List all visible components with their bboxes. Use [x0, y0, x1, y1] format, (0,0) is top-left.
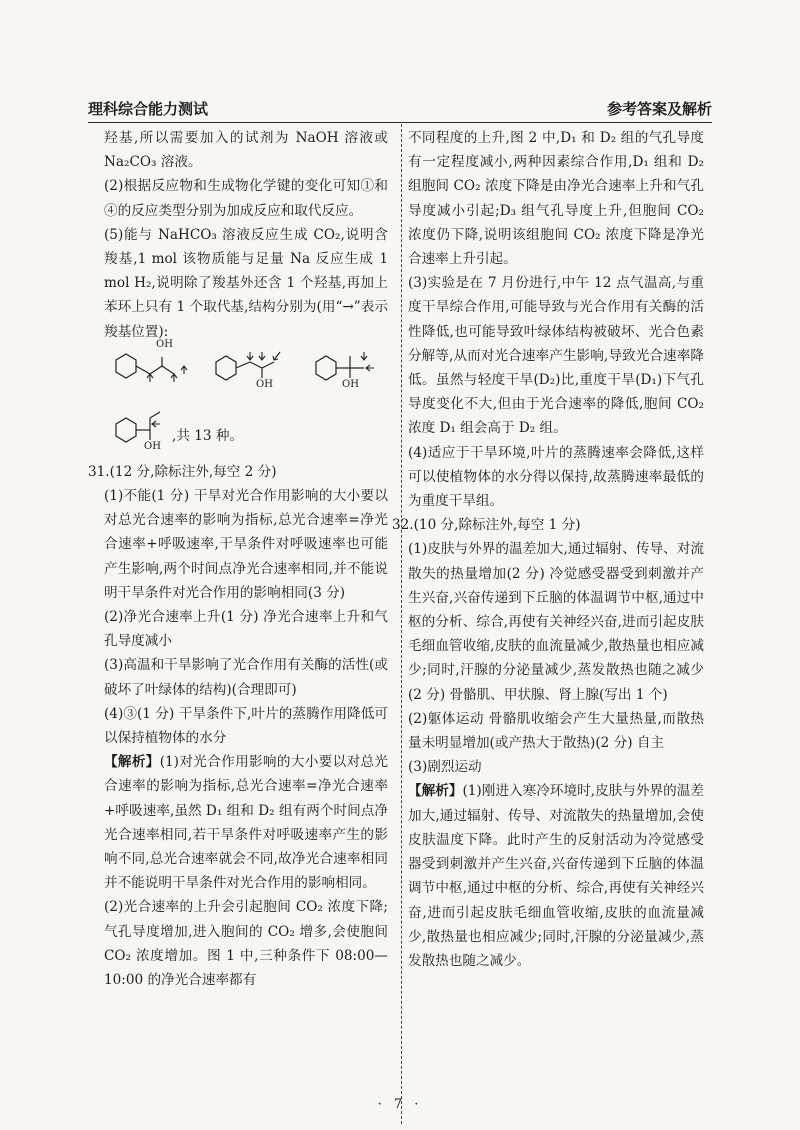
header-title-right: 参考答案及解析 — [606, 100, 712, 118]
oh-label: OH — [156, 338, 173, 350]
structure-1 — [104, 338, 190, 396]
oh-label: OH — [342, 378, 359, 390]
paragraph-reagent: 羟基,所以需要加入的试剂为 NaOH 溶液或 Na₂CO₃ 溶液。 — [104, 130, 388, 171]
oh-label: OH — [144, 440, 161, 452]
oh-label: OH — [256, 378, 273, 390]
paragraph-stomatal: 不同程度的上升,图 2 中,D₁ 和 D₂ 组的气孔导度有一定程度减小,两种因素综合作用,D₁ 组和 D₂ 组胞间 CO₂ 浓度下降是由净光合速率上升和气孔导度减小引起;D₃ 组气孔导度上升,但胞间 CO₂ 浓度仍下降,说明该组胞间 CO₂ 浓度下降是净光合速率上升引起。 — [408, 130, 704, 268]
paragraph-isomers: (5)能与 NaHCO₃ 溶液反应生成 CO₂,说明含羧基,1 mol 该物质能与足量 Na 反应生成 1 mol H₂,说明除了羧基外还含 1 个羟基,再加上苯环上只有 1 个取代基,结构分别为(用“→”表示羧基位置): — [104, 226, 388, 340]
q32-answer-1: (1)皮肤与外界的温差加大,通过辐射、传导、对流散失的热量增加(2 分) 冷觉感受器受到刺激并产生兴奋,兴奋传递到下丘脑的体温调节中枢,通过中枢的分析、综合,再使有关神经兴奋,进而引起皮肤毛细血管收缩,皮肤的血流量减少,散热量也相应减少;同时,汗腺的分泌量减少,蒸发散热也随之减少(2 分) 骨骼肌、甲状腺、肾上腺(写出 1 个) — [408, 541, 704, 703]
q31-answer-3: (3)高温和干旱影响了光合作用有关酶的活性(或破坏了叶绿体的结构)(合理即可) — [104, 657, 388, 698]
q31-answer-2: (2)净光合速率上升(1 分) 净光合速率上升和气孔导度减小 — [104, 609, 388, 650]
header-title-left: 理科综合能力测试 — [88, 100, 209, 118]
q31-answer-1: (1)不能(1 分) 干旱对光合作用影响的大小要以对总光合速率的影响为指标,总光合速率=净光合速率+呼吸速率,干旱条件对呼吸速率也可能产生影响,两个时间点净光合速率相同,并不能说明干旱条件对光合作用的影响相同(3 分) — [104, 488, 388, 601]
q31-answer-4: (4)③(1 分) 干旱条件下,叶片的蒸腾作用降低可以保持植物体的水分 — [104, 705, 388, 747]
analysis-label: 【解析】 — [104, 754, 160, 771]
q32-heading: 32.(10 分,除标注外,每空 1 分) — [392, 517, 581, 534]
left-column — [88, 126, 388, 992]
paragraph-temperature: (3)实验是在 7 月份进行,中午 12 点气温高,与重度干旱综合作用,可能导致与光合作用有关酶的活性降低,也可能导致叶绿体结构被破坏、光合色素分解等,从而对光合速率产生影响,导致光合速率降低。虽然与轻度干旱(D₂)比,重度干旱(D₁)下气孔导度变化不大,但由于光合速率的降低,胞间 CO₂ 浓度 D₁ 组会高于 D₂ 组。 — [408, 275, 704, 437]
q32-answer-2: (2)躯体运动 骨骼肌收缩会产生大量热量,而散热量未明显增加(或产热大于散热)(2 分) 自主 — [408, 710, 704, 752]
paragraph-reaction-type: (2)根据反应物和生成物化学键的变化可知①和④的反应类型分别为加成反应和取代反应。 — [104, 178, 388, 219]
q31-analysis-1 — [104, 750, 388, 895]
isomer-structures — [104, 338, 388, 460]
q31-analysis-1-text: (1)对光合作用影响的大小要以对总光合速率的影响为指标,总光合速率=净光合速率+呼吸速率,虽然 D₁ 组和 D₂ 组有两个时间点净光合速率相同,若干旱条件对呼吸速率产生的影响不同,总光合速率就会不同,故净光合速率相同并不能说明干旱条件对光合作用的影响相同。 — [104, 754, 388, 892]
q31-heading: 31.(12 分,除标注外,每空 2 分) — [88, 463, 277, 480]
q32-analysis — [408, 779, 704, 973]
paragraph-transpiration: (4)适应于干旱环境,叶片的蒸腾速率会降低,这样可以使植物体的水分得以保持,故蒸腾速率最低的为重度干旱组。 — [408, 444, 704, 510]
structure-4 — [104, 406, 174, 454]
right-column — [392, 126, 705, 973]
q32-answer-3: (3)剧烈运动 — [408, 759, 482, 776]
page-header — [88, 96, 712, 123]
q32-analysis-text: (1)刚进入寒冷环境时,皮肤与外界的温差加大,通过辐射、传导、对流散失的热量增加,会使皮肤温度下降。此时产生的反射活动为冷觉感受器受到刺激并产生兴奋,兴奋传递到下丘脑的体温调节中枢,通过中枢的分析、综合,再使有关神经兴奋,进而引起皮肤毛细血管收缩,皮肤的血流量减少,散热量也相应减少;同时,汗腺的分泌量减少,蒸发散热也随之减少。 — [408, 783, 705, 969]
analysis-label: 【解析】 — [408, 783, 463, 800]
structure-3 — [304, 348, 388, 396]
column-divider — [401, 124, 402, 1124]
q31-analysis-2: (2)光合速率的上升会引起胞间 CO₂ 浓度下降;气孔导度增加,进入胞间的 CO₂ 增多,会使胞间 CO₂ 浓度增加。图 1 中,三种条件下 08:00—10:00 的净光合速率都有 — [104, 899, 388, 989]
structure-2 — [204, 348, 290, 396]
structures-count: ,共 13 种。 — [172, 427, 244, 444]
page-number: · 7 · — [377, 1097, 423, 1112]
